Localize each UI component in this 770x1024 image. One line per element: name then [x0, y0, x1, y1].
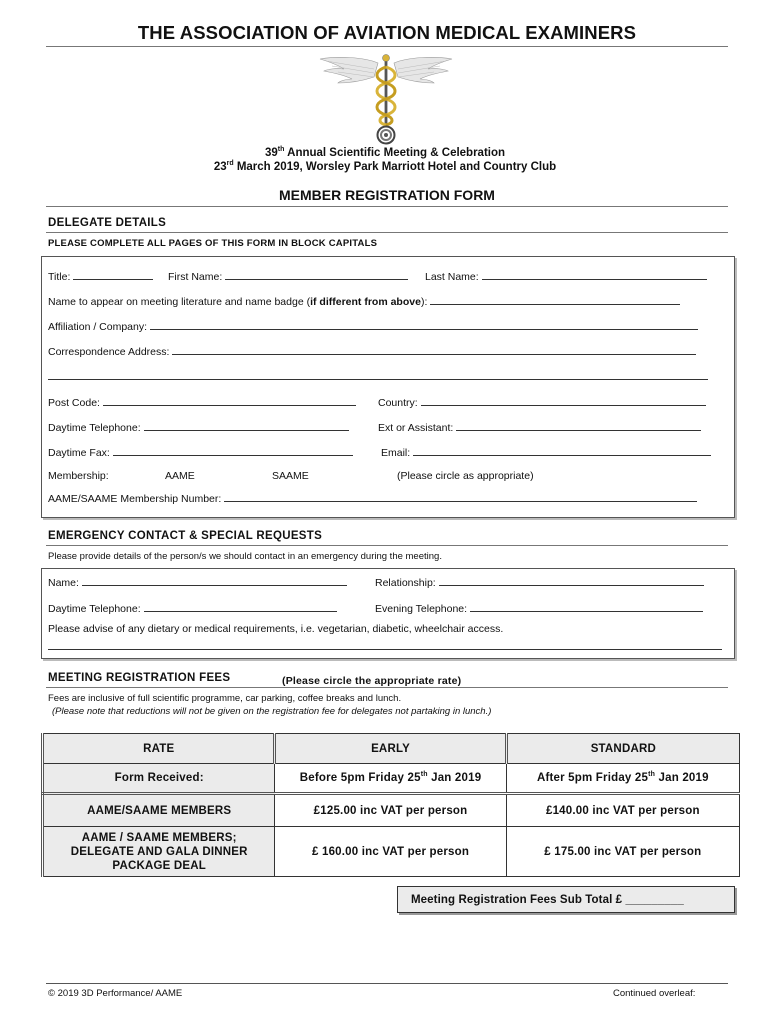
address-label: Correspondence Address:: [48, 346, 170, 358]
dietary-requirements-input-line[interactable]: [48, 640, 722, 650]
daytime-fax-label: Daytime Fax:: [48, 447, 110, 459]
members-early-price[interactable]: £125.00 inc VAT per person: [275, 794, 506, 827]
membership-option-saame[interactable]: SAAME: [272, 470, 309, 482]
registration-fees-table: [41, 733, 740, 877]
standard-deadline-month: Jan 2019: [655, 772, 709, 784]
form-received-label: Form Received:: [43, 764, 275, 794]
meeting-name: Annual Scientific Meeting & Celebration: [284, 147, 506, 159]
email-label: Email:: [381, 447, 411, 459]
association-logo: [316, 53, 456, 145]
title-label: Title:: [48, 271, 71, 283]
meeting-number: 39: [264, 147, 278, 159]
block-capitals-instruction: PLEASE COMPLETE ALL PAGES OF THIS FORM IN BLOCK CAPITALS: [48, 238, 378, 249]
registration-fees-heading: MEETING REGISTRATION FEES: [48, 672, 231, 684]
address-field-line2[interactable]: [48, 370, 708, 383]
package-rate-label-line3: PACKAGE DEAL: [112, 859, 206, 872]
standard-deadline: [506, 764, 739, 794]
form-title-divider: [46, 206, 728, 207]
package-early-price[interactable]: £ 160.00 inc VAT per person: [275, 827, 506, 877]
package-rate-label-line1: AAME / SAAME MEMBERS;: [81, 831, 237, 844]
email-input-line[interactable]: [413, 446, 711, 456]
first-name-input-line[interactable]: [225, 270, 408, 280]
emergency-contact-heading: EMERGENCY CONTACT & SPECIAL REQUESTS: [48, 530, 323, 542]
early-deadline-suffix: th: [420, 771, 428, 779]
emergency-name-field[interactable]: [48, 576, 347, 589]
emergency-heading-divider: [46, 545, 728, 546]
membership-option-aame[interactable]: AAME: [165, 470, 195, 482]
early-deadline-date: Before 5pm Friday 25: [299, 772, 421, 784]
postcode-label: Post Code:: [48, 397, 100, 409]
emergency-daytime-telephone-input-line[interactable]: [144, 602, 337, 612]
first-name-field[interactable]: [168, 270, 408, 283]
standard-header: STANDARD: [506, 734, 739, 764]
address-field[interactable]: [48, 345, 696, 358]
form-title: MEMBER REGISTRATION FORM: [279, 187, 495, 203]
affiliation-field[interactable]: [48, 320, 698, 333]
affiliation-label: Affiliation / Company:: [48, 321, 148, 333]
postcode-field[interactable]: [48, 396, 356, 409]
early-deadline-month: Jan 2019: [427, 772, 482, 784]
early-header: EARLY: [275, 734, 506, 764]
package-rate-label-line2: DELEGATE AND GALA DINNER: [70, 845, 248, 858]
relationship-input-line[interactable]: [439, 576, 704, 586]
meeting-venue: March 2019, Worsley Park Marriott Hotel and Country Club: [233, 161, 557, 173]
dietary-requirements-label: Please advise of any dietary or medical requirements, i.e. vegetarian, diabetic, wheelchair access.: [48, 623, 504, 635]
email-field[interactable]: [381, 446, 711, 459]
emergency-name-label: Name:: [48, 577, 79, 589]
affiliation-input-line[interactable]: [150, 320, 698, 330]
ext-assistant-label: Ext or Assistant:: [378, 422, 454, 434]
membership-label: Membership:: [48, 470, 109, 482]
evening-telephone-field[interactable]: [375, 602, 703, 615]
ext-assistant-input-line[interactable]: [456, 421, 701, 431]
daytime-telephone-input-line[interactable]: [144, 421, 349, 431]
standard-deadline-date: After 5pm Friday 25: [536, 772, 649, 784]
badge-name-input-line[interactable]: [430, 295, 680, 305]
delegate-details-heading: DELEGATE DETAILS: [48, 217, 167, 229]
rate-header: RATE: [43, 734, 275, 764]
members-standard-price[interactable]: £140.00 inc VAT per person: [506, 794, 739, 827]
relationship-label: Relationship:: [375, 577, 436, 589]
title-input-line[interactable]: [73, 270, 153, 280]
package-standard-price[interactable]: £ 175.00 inc VAT per person: [506, 827, 739, 877]
badge-name-label-emphasis: if different from above: [310, 296, 421, 308]
daytime-fax-field[interactable]: [48, 446, 353, 459]
last-name-field[interactable]: [425, 270, 707, 283]
country-input-line[interactable]: [421, 396, 706, 406]
meeting-day: 23: [213, 161, 227, 173]
title-divider: [46, 46, 728, 47]
standard-deadline-suffix: th: [648, 771, 656, 779]
daytime-fax-input-line[interactable]: [113, 446, 353, 456]
membership-number-label: AAME/SAAME Membership Number:: [48, 493, 222, 505]
dietary-requirements-field[interactable]: [48, 640, 722, 653]
daytime-telephone-field[interactable]: [48, 421, 349, 434]
fees-subtotal-box[interactable]: Meeting Registration Fees Sub Total £ _________: [397, 886, 735, 913]
evening-telephone-input-line[interactable]: [470, 602, 703, 612]
daytime-telephone-label: Daytime Telephone:: [48, 422, 141, 434]
badge-name-field[interactable]: [48, 295, 680, 308]
last-name-label: Last Name:: [425, 271, 479, 283]
footer-divider: [46, 983, 728, 984]
page-title: THE ASSOCIATION OF AVIATION MEDICAL EXAMINERS: [137, 22, 637, 43]
last-name-input-line[interactable]: [482, 270, 707, 280]
meeting-date-venue: [0, 161, 770, 173]
membership-number-input-line[interactable]: [224, 492, 697, 502]
first-name-label: First Name:: [168, 271, 223, 283]
copyright-text: © 2019 3D Performance/ AAME: [48, 988, 183, 999]
relationship-field[interactable]: [375, 576, 704, 589]
badge-name-label: Name to appear on meeting literature and name badge (: [48, 296, 311, 308]
lunch-reduction-note: (Please note that reductions will not be given on the registration fee for delegates not partaking in lunch.): [52, 706, 492, 717]
emergency-daytime-telephone-label: Daytime Telephone:: [48, 603, 141, 615]
delegate-heading-divider: [46, 232, 728, 233]
meeting-title: [0, 147, 770, 159]
address-input-line[interactable]: [172, 345, 696, 355]
meeting-day-suffix: rd: [226, 160, 234, 168]
circle-rate-note: (Please circle the appropriate rate): [282, 675, 462, 687]
emergency-daytime-telephone-field[interactable]: [48, 602, 337, 615]
country-label: Country:: [378, 397, 418, 409]
address-input-line-2[interactable]: [48, 370, 708, 380]
postcode-input-line[interactable]: [103, 396, 356, 406]
badge-name-label-end: ):: [420, 296, 428, 308]
emergency-name-input-line[interactable]: [82, 576, 347, 586]
country-field[interactable]: [378, 396, 706, 409]
members-rate-label: AAME/SAAME MEMBERS: [43, 794, 275, 827]
early-deadline: [275, 764, 506, 794]
fees-inclusions-note: Fees are inclusive of full scientific programme, car parking, coffee breaks and lunch.: [48, 693, 402, 704]
continued-overleaf-text: Continued overleaf:: [613, 988, 696, 999]
meeting-number-suffix: th: [277, 146, 285, 154]
emergency-contact-note: Please provide details of the person/s we should contact in an emergency during the meeting.: [48, 551, 442, 562]
package-rate-label: [43, 827, 275, 877]
fees-heading-divider: [46, 687, 728, 688]
evening-telephone-label: Evening Telephone:: [375, 603, 468, 615]
membership-number-field[interactable]: [48, 492, 697, 505]
membership-circle-note: (Please circle as appropriate): [397, 470, 534, 482]
ext-assistant-field[interactable]: [378, 421, 701, 434]
title-field[interactable]: [48, 270, 153, 283]
